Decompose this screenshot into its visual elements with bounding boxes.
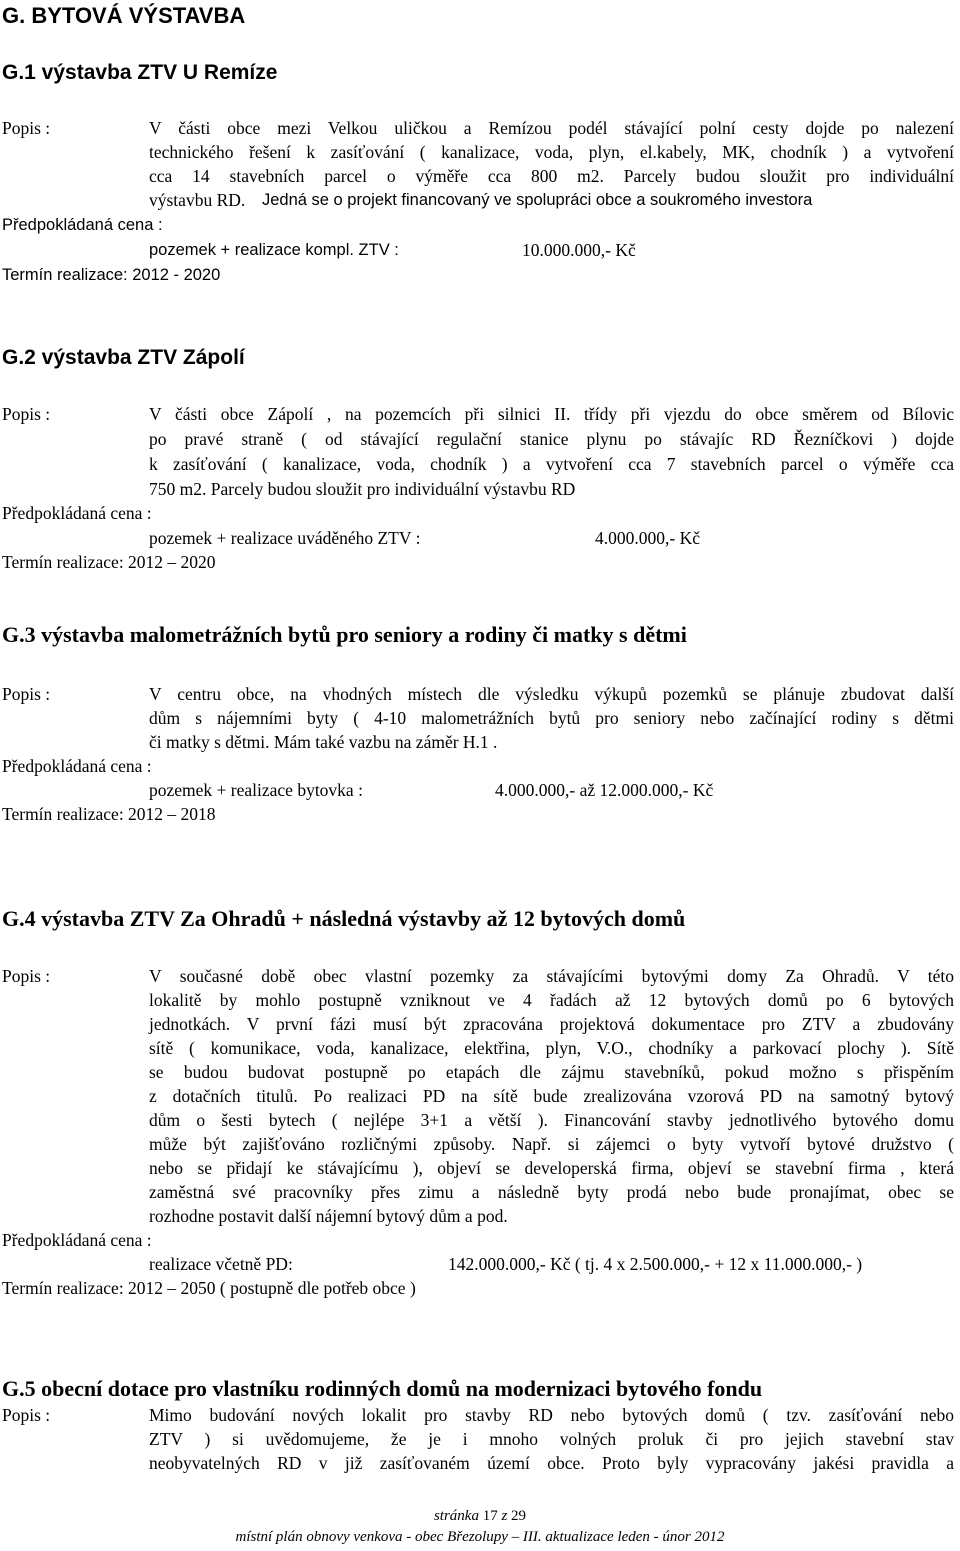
termin-realizace: Termín realizace: 2012 – 2020 bbox=[2, 552, 216, 572]
s4-line-10: zaměstná své pracovníky přes zimu a následně byty prodá nebo bude pronajímat, obec se bbox=[149, 1182, 954, 1202]
s3-line-2: dům s nájemními byty ( 4-10 malometrážních bytů pro seniory nebo začínající rodiny s dětmi bbox=[149, 708, 954, 728]
s4-line-6: z dotačních titulů. Po realizaci PD na sítě bude zrealizována vzorová PD na samotný bytový bbox=[149, 1086, 954, 1106]
s2-line-1: V části obce Zápolí , na pozemcích při silnici II. třídy při vjezdu do obce směrem od Bílovic bbox=[149, 404, 954, 424]
s1-line-4: výstavbu RD. bbox=[149, 190, 246, 210]
cost-label: pozemek + realizace uváděného ZTV : bbox=[149, 528, 421, 548]
s5-line-3: neobyvatelných RD v již zasíťovaném území obce. Proto byly vypracovány jakési pravidla a bbox=[149, 1453, 954, 1473]
page-of: z bbox=[501, 1508, 508, 1524]
cena-label: Předpokládaná cena : bbox=[2, 756, 152, 776]
page-number bbox=[0, 1506, 960, 1526]
popis-label: Popis : bbox=[2, 118, 51, 138]
popis-label: Popis : bbox=[2, 966, 51, 986]
section-g5-title: G.5 obecní dotace pro vlastníku rodinných domů na modernizaci bytového fondu bbox=[2, 1376, 763, 1401]
page-total: 29 bbox=[511, 1508, 527, 1524]
s5-line-1: Mimo budování nových lokalit pro stavby RD nebo bytových domů ( tzv. zasíťování nebo bbox=[149, 1405, 954, 1425]
cost-value: 10.000.000,- Kč bbox=[522, 240, 636, 260]
section-g3-title: G.3 výstavba malometrážních bytů pro seniory a rodiny či matky s dětmi bbox=[2, 622, 687, 647]
s4-line-9: nebo se přidají ke stávajícímu ), objeví se developerská firma, objeví se stavební firma , která bbox=[149, 1158, 954, 1178]
cost-value: 142.000.000,- Kč ( tj. 4 x 2.500.000,- + 12 x 11.000.000,- ) bbox=[448, 1254, 863, 1274]
section-g4-title: G.4 výstavba ZTV Za Ohradů + následná výstavby až 12 bytových domů bbox=[2, 906, 686, 931]
s4-line-4: sítě ( komunikace, voda, kanalizace, elektřina, plyn, V.O., chodníky a parkovací plochy ). Sítě bbox=[149, 1038, 954, 1058]
s4-line-11: rozhodne postavit další nájemní bytový dům a pod. bbox=[149, 1206, 508, 1226]
s3-line-1: V centru obce, na vhodných místech dle výsledku výkupů pozemků se plánuje zbudovat další bbox=[149, 684, 954, 704]
cost-label: pozemek + realizace bytovka : bbox=[149, 780, 363, 800]
popis-label: Popis : bbox=[2, 404, 51, 424]
page-current: 17 bbox=[482, 1508, 498, 1524]
s1-line-1: V části obce mezi Velkou uličkou a Remízou podél stávající polní cesty dojde po nalezení bbox=[149, 118, 954, 138]
s4-line-2: lokalitě by mohlo postupně vzniknout ve 4 řadách až 12 bytových domů po 6 bytových bbox=[149, 990, 954, 1010]
s4-line-5: se budou budovat postupně po etapách dle zájmu stavebníků, pokud možno s přispěním bbox=[149, 1062, 954, 1082]
cost-value: 4.000.000,- až 12.000.000,- Kč bbox=[495, 780, 714, 800]
section-g1-title: G.1 výstavba ZTV U Remíze bbox=[2, 61, 278, 84]
popis-label: Popis : bbox=[2, 684, 51, 704]
s4-line-3: jednotkách. V první fázi musí být zpracována projektová dokumentace pro ZTV a zbudovány bbox=[149, 1014, 954, 1034]
cost-label: realizace včetně PD: bbox=[149, 1254, 293, 1274]
s1-line-3: cca 14 stavebních parcel o výměře cca 800 m2. Parcely budou sloužit pro individuální bbox=[149, 166, 954, 186]
s1-line-2: technického řešení k zasíťování ( kanalizace, voda, plyn, el.kabely, MK, chodník ) a vytvoření bbox=[149, 142, 954, 162]
s5-line-2: ZTV ) si uvědomujeme, že je i mnoho volných proluk či pro jejich stavební stav bbox=[149, 1429, 954, 1449]
cost-label: pozemek + realizace kompl. ZTV : bbox=[149, 241, 399, 259]
termin-realizace: Termín realizace: 2012 – 2050 ( postupně dle potřeb obce ) bbox=[2, 1278, 416, 1298]
cena-label: Předpokládaná cena : bbox=[2, 1230, 152, 1250]
s4-line-7: dům o šesti bytech ( nejlépe 3+1 a větší ). Financování stavby jednotlivého bytového domu bbox=[149, 1110, 954, 1130]
footer-caption: místní plán obnovy venkova - obec Březolupy – III. aktualizace leden - únor 2012 bbox=[235, 1529, 725, 1545]
s3-line-3: či matky s dětmi. Mám také vazbu na záměr H.1 . bbox=[149, 732, 498, 752]
section-g2-title: G.2 výstavba ZTV Zápolí bbox=[2, 346, 245, 369]
document-title: G. BYTOVÁ VÝSTAVBA bbox=[2, 3, 246, 28]
cena-label: Předpokládaná cena : bbox=[2, 216, 163, 234]
cost-value: 4.000.000,- Kč bbox=[595, 528, 700, 548]
s2-line-4: 750 m2. Parcely budou sloužit pro individuální výstavbu RD bbox=[149, 479, 576, 499]
s2-line-3: k zasíťování ( kanalizace, voda, chodník ) a vytvoření cca 7 stavebních parcel o výměře cca bbox=[149, 454, 954, 474]
page-prefix: stránka bbox=[433, 1508, 479, 1524]
termin-realizace: Termín realizace: 2012 - 2020 bbox=[2, 266, 221, 284]
popis-label: Popis : bbox=[2, 1405, 51, 1425]
cena-label: Předpokládaná cena : bbox=[2, 503, 152, 523]
s2-line-2: po pravé straně ( od stávající regulační stanice plynu po stávajíc RD Řezníčkovi ) dojde bbox=[149, 429, 954, 449]
termin-realizace: Termín realizace: 2012 – 2018 bbox=[2, 804, 216, 824]
s4-line-8: může být zajišťováno rozličnými způsoby. Např. si zájemci o byty vytvoří bytové družstvo ( bbox=[149, 1134, 954, 1154]
s4-line-1: V současné době obec vlastní pozemky za stávajícími bytovými domy Za Ohradů. V této bbox=[149, 966, 954, 986]
s1-line-5: Jedná se o projekt financovaný ve spolupráci obce a soukromého investora bbox=[262, 191, 813, 209]
